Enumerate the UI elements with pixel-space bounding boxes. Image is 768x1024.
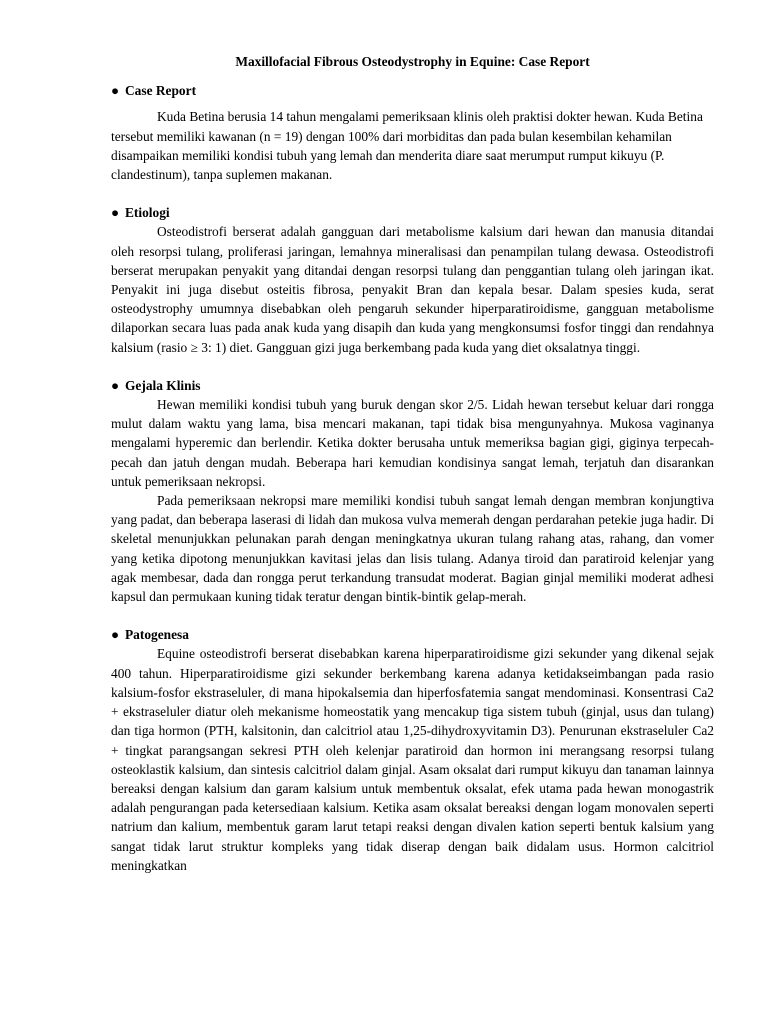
bullet-icon: ●: [111, 205, 120, 221]
section-etiologi: [111, 203, 714, 357]
section-heading: [111, 376, 714, 395]
bullet-icon: ●: [111, 83, 120, 99]
paragraph: Osteodistrofi berserat adalah gangguan dari metabolisme kalsium dari hewan dan manusia ditandai oleh resorpsi tulang, proliferasi jaringan, lemahnya mineralisasi dan penampilan tulang dewasa. Osteodistrofi berserat merupakan penyakit yang ditandai dengan resorpsi tulang dan penggantian tulang oleh jaringan ikat. Penyakit ini juga disebut osteitis fibrosa, penyakit Bran dan kepala besar. Dalam spesies kuda, serat osteodystrophy umumnya disebabkan oleh pengaruh sekunder hiperparatiroidisme, gangguan metabolisme dilaporkan secara luas pada anak kuda yang disapih dan kuda yang mengkonsumsi fosfor tinggi dan rendahnya kalsium (rasio ≥ 3: 1) diet. Gangguan gizi juga berkembang pada kuda yang diet oksalatnya tinggi.: [111, 224, 714, 355]
section-heading-text: Case Report: [125, 83, 197, 99]
paragraph: Equine osteodistrofi berserat disebabkan karena hiperparatiroidisme gizi sekunder yang dikenal sejak 400 tahun. Hiperparatiroidisme gizi sekunder berkembang karena adanya ketidakseimbangan pada rasio kalsium-fosfor ekstraseluler, di mana hipokalsemia dan hiperfosfatemia sangat mendominasi. Konsentrasi Ca2 + ekstraseluler diatur oleh mekanisme homeostatik yang mencakup tiga sistem tubuh (ginjal, usus dan tulang) dan tiga hormon (PTH, kalsitonin, dan calcitriol atau 1,25-dihydroxyvitamin D3). Penurunan ekstraseluler Ca2 + tingkat parangsangan sekresi PTH oleh kelenjar paratiroid dan hormon ini merangsang resorpsi tulang osteoklastik kalsium, dan sintesis calcitriol dalam ginjal. Asam oksalat dari rumput kikuyu dan tanaman lainnya bereaksi dengan kalsium dan garam kalsium untuk membentuk oksalat, efek utama pada hewan monogastrik adalah pengurangan pada ketersediaan kalsium. Ketika asam oksalat bereaksi dengan logam monovalen seperti natrium dan kalium, membentuk garam larut tetapi reaksi dengan divalen kation seperti bentuk kalsium yang sangat tidak larut struktur kompleks yang tidak diserap dengan baik didalam usus. Hormon calcitriol meningkatkan: [111, 646, 714, 873]
section-heading-text: Patogenesa: [125, 627, 189, 643]
document-title: Maxillofacial Fibrous Osteodystrophy in Equine: Case Report: [235, 54, 590, 69]
section-case-report: [111, 81, 714, 184]
paragraph: Hewan memiliki kondisi tubuh yang buruk dengan skor 2/5. Lidah hewan tersebut keluar dari rongga mulut dalam waktu yang lama, bisa mencari makanan, tapi tidak bisa mengunyahnya. Mukosa vaginanya mengalami hyperemic dan berlendir. Ketika dokter berusaha untuk memeriksa bagian gigi, giginya terpecah-pecah dan jatuh dengan mudah. Beberapa hari kemudian kondisinya sangat lemah, terjatuh dan disarankan untuk pemeriksaan nekropsi.: [111, 397, 714, 489]
section-heading: [111, 625, 714, 644]
section-heading: [111, 203, 714, 222]
section-heading-text: Gejala Klinis: [125, 377, 201, 393]
bullet-icon: ●: [111, 377, 120, 393]
paragraph: Kuda Betina berusia 14 tahun mengalami pemeriksaan klinis oleh praktisi dokter hewan. Kuda Betina tersebut memiliki kawanan (n = 19) dengan 100% dari morbiditas dan pada bulan kesembilan kehamilan disampaikan memiliki kondisi tubuh yang lemah dan menderita diare saat merumput rumput kikuyu (P. clandestinum), tanpa suplemen makanan.: [111, 109, 703, 183]
paragraph: Pada pemeriksaan nekropsi mare memiliki kondisi tubuh sangat lemah dengan membran konjungtiva yang padat, dan beberapa laserasi di lidah dan mukosa vulva memerah dengan perdarahan petekie juga hadir. Di skeletal menunjukkan pelunakan parah dengan meningkatnya ukuran tulang rahang atas, rahang, dan vomer yang ketika dipotong menunjukkan kavitasi jelas dan lisis tulang. Adanya tiroid dan paratiroid kelenjar yang agak membesar, dada dan rongga perut terkandung transudat moderat. Bagian ginjal memiliki moderat adhesi kapsul dan permukaan kuning tidak teratur dengan bintik-bintik gelap-merah.: [111, 493, 714, 605]
bullet-icon: ●: [111, 627, 120, 643]
section-gejala-klinis: [111, 376, 714, 606]
section-patogenesa: [111, 625, 714, 875]
section-heading-text: Etiologi: [125, 205, 170, 221]
section-heading: [111, 81, 714, 100]
